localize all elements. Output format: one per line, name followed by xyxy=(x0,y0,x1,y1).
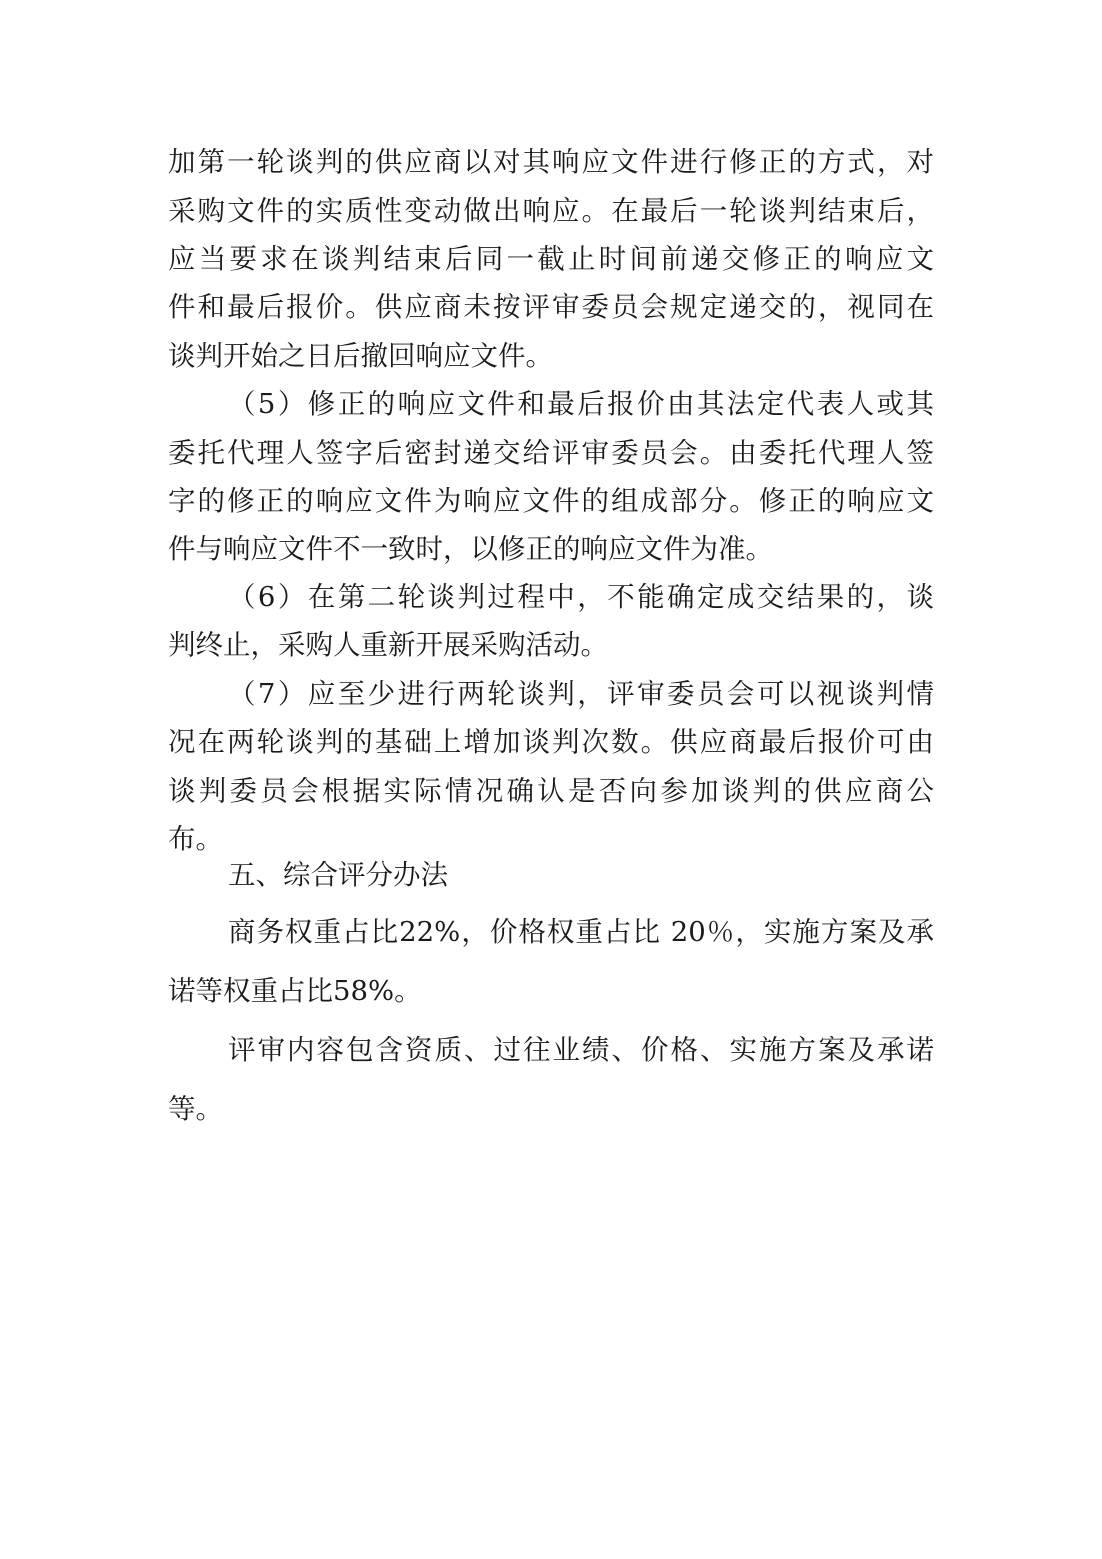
text-line: 判终止，采购人重新开展采购活动。 xyxy=(168,629,608,661)
text-line: （7）应至少进行两轮谈判，评审委员会可以视谈判情 xyxy=(228,678,934,710)
text-line: 谈判委员会根据实际情况确认是否向参加谈判的供应商公 xyxy=(168,775,934,807)
text-line: 评审内容包含资质、过往业绩、价格、实施方案及承诺 xyxy=(228,1034,934,1066)
text-line: 布。 xyxy=(168,823,223,855)
text-line: 采购文件的实质性变动做出响应。在最后一轮谈判结束后， xyxy=(168,195,934,227)
text-line: 件和最后报价。供应商未按评审委员会规定递交的，视同在 xyxy=(168,291,934,323)
text-line: 加第一轮谈判的供应商以对其响应文件进行修正的方式，对 xyxy=(168,146,934,178)
text-line: 况在两轮谈判的基础上增加谈判次数。供应商最后报价可由 xyxy=(168,726,934,758)
text-line: （6）在第二轮谈判过程中，不能确定成交结果的，谈 xyxy=(228,581,934,613)
text-line: 谈判开始之日后撤回响应文件。 xyxy=(168,340,553,372)
section-heading: 五、综合评分办法 xyxy=(228,859,448,891)
text-line: 等。 xyxy=(168,1093,223,1125)
text-line: （5）修正的响应文件和最后报价由其法定代表人或其 xyxy=(228,388,934,420)
text-line: 件与响应文件不一致时，以修正的响应文件为准。 xyxy=(168,533,773,565)
text-line: 商务权重占比22%，价格权重占比 20％，实施方案及承 xyxy=(228,916,934,948)
text-line: 应当要求在谈判结束后同一截止时间前递交修正的响应文 xyxy=(168,243,934,275)
text-line: 字的修正的响应文件为响应文件的组成部分。修正的响应文 xyxy=(168,485,934,517)
text-line: 委托代理人签字后密封递交给评审委员会。由委托代理人签 xyxy=(168,437,934,469)
text-line: 诺等权重占比58%。 xyxy=(168,975,422,1007)
